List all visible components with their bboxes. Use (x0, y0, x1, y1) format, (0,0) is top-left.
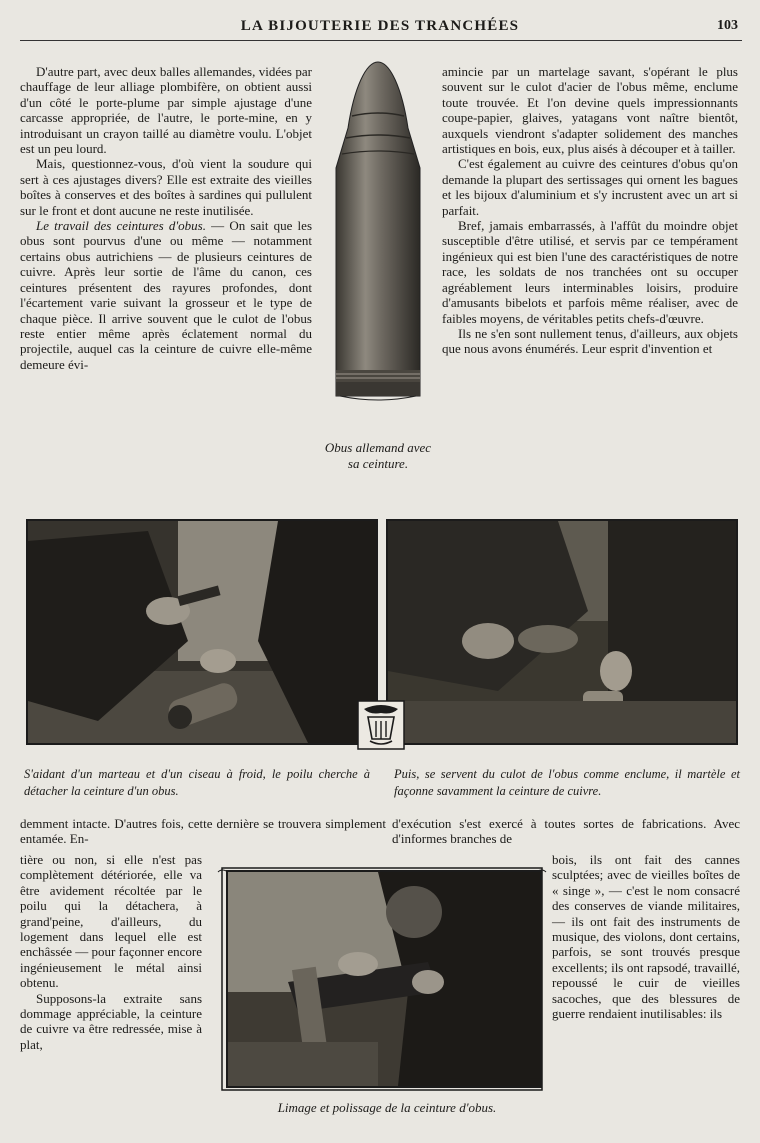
column-right-bottom-top (392, 816, 740, 847)
paragraph: amincie par un martelage savant, s'opérant le plus souvent sur le culot d'acier de l'obus même, enclume toute trouvée. Et l'on devine quels impressionnants coupe-papier, glaives, yatagans vont naître bientôt, auxquels viendront s'adapter solidement des manches artistiques en bois, eux, plus aisés à découper et à tailler. (442, 64, 738, 157)
column-left-bottom-top (20, 816, 386, 847)
caption-left: S'aidant d'un marteau et d'un ciseau à froid, le poilu cherche à détacher la ceinture d'un obus. (24, 767, 370, 798)
paragraph: demment intacte. D'autres fois, cette dernière se trouvera simplement entamée. En- (20, 816, 386, 847)
page-number: 103 (717, 18, 738, 33)
photo-hammering-band (386, 519, 738, 745)
paragraph (20, 218, 312, 372)
paragraph: Supposons-la extraite sans dommage appréciable, la ceinture de cuivre va être redressée, mise à plat, (20, 990, 202, 1052)
column-right-bottom (552, 852, 740, 1021)
running-header (20, 14, 740, 40)
paragraph: d'exécution s'est exercé à toutes sortes de fabrications. Avec d'informes branches de (392, 816, 740, 847)
paragraph: Ils ne s'en sont nullement tenus, d'ailleurs, aux objets que nous avons énumérés. Leur esprit d'invention et (442, 325, 738, 357)
photo-band (20, 515, 740, 749)
paragraph: Mais, questionnez-vous, d'où vient la soudure qui sert à ces ajustages divers? Elle est extraite des vieilles boîtes à conserves et des boîtes à sardines qui pullulent sur le front et dont aucune ne reste inutilisée. (20, 156, 312, 218)
column-left-top (20, 64, 312, 372)
column-right-top (442, 64, 738, 357)
paragraph: C'est également au cuivre des ceintures d'obus qu'on demande la plupart des sertissages qui ornent les bagues et les bijoux d'aluminium et s'y incrustent avec un art si parfait. (442, 156, 738, 218)
paragraph: D'autre part, avec deux balles allemandes, vidées par chauffage de leur alliage plombifère, on obtient aussi d'un côté le porte-plume par simple ajustage d'une carcasse appropriée, de l'autre, le porte-mine, en y introduisant un crayon taillé au diamètre voulu. L'objet est un peu lourd. (20, 64, 312, 157)
running-title: LA BIJOUTERIE DES TRANCHÉES (240, 18, 520, 34)
paragraph: bois, ils ont fait des cannes sculptées; avec de vieilles boîtes de « singe », — c'est le nom consacré des conserves de viande militaires, — ils ont fait des instruments de musique, des violons, dont certains, parfois, se sont trouvés presque excellents; ils ont rapsodé, travaillé, repoussé le cuir de vieilles sacoches, que des blessures de guerre rendaient inutilisables: ils (552, 852, 740, 1022)
photo-filing-polishing (226, 870, 542, 1088)
caption-bottom: Limage et polissage de la ceinture d'obus. (277, 1100, 497, 1115)
shell-illustration (322, 58, 434, 434)
ornament-icon (356, 699, 406, 751)
column-left-bottom (20, 852, 202, 1052)
shell-figure (322, 58, 434, 490)
photo-filing-figure (216, 866, 548, 1092)
section-heading: Le travail des ceintures d'obus. (36, 218, 206, 234)
caption-right: Puis, se servent du culot de l'obus comme enclume, il martèle et façonne savamment la ceinture de cuivre. (394, 767, 740, 798)
paragraph: tière ou non, si elle n'est pas complètement détériorée, elle va être avidement récoltée par le poilu qui la détachera, à grand'peine, d'ailleurs, du logement dans lequel elle est enchâssée — pour façonner encore ingénieusement le métal ainsi obtenu. (20, 852, 202, 991)
paragraph: Bref, jamais embarrassés, à l'affût du moindre objet susceptible d'être utilisé, et servis par ce tempérament ingénieux qui est bien l'une des caractéristiques de notre race, les soldats de nos tranchées ont su occuper agréablement leurs interminables loisirs, produire d'amusants bibelots et parfois même réaliser, avec de faibles moyens, de véritables petits chefs-d'œuvre. (442, 218, 738, 326)
paragraph-text: — On sait que les obus sont pourvus d'une ou même — notamment certains obus autrichiens — de plusieurs ceintures de cuivre. Après leur sortie de l'âme du canon, ces ceintures présentent des rayures profondes, dont l'écartement varie suivant la grosseur et le type de chaque pièce. Il arrive souvent que le culot de l'obus reste entier même après éclatement normal du projectile, auquel cas la ceinture de cuivre elle-même demeure évi- (20, 218, 312, 372)
photo-hammer-chisel (26, 519, 378, 745)
header-rule (20, 40, 742, 41)
shell-caption: Obus allemand avec sa ceinture. (324, 440, 432, 471)
